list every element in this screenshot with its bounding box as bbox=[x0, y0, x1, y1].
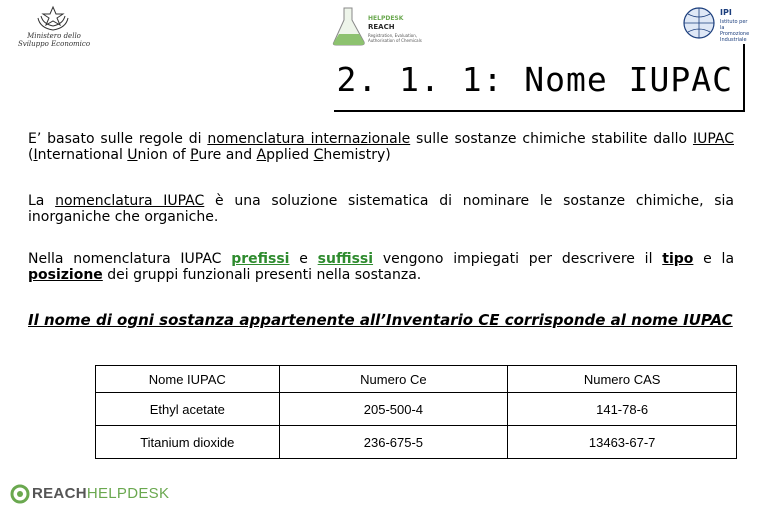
keyword-tipo: tipo bbox=[662, 251, 694, 267]
table-header: Numero CAS bbox=[508, 366, 737, 393]
table-cell: 141-78-6 bbox=[508, 393, 737, 426]
table-row bbox=[96, 426, 737, 459]
table-cell: Ethyl acetate bbox=[96, 393, 280, 426]
ministero-logo bbox=[14, 4, 94, 50]
table-header: Nome IUPAC bbox=[96, 366, 280, 393]
keyword-posizione: posizione bbox=[28, 267, 103, 283]
paragraph-iupac-basis: E’ basato sulle regole di nomenclatura internazionale sulle sostanze chimiche stabilite dallo IUPAC (International Union of Pure and Applied Chemistry) bbox=[28, 131, 734, 163]
ipi-logo: IPI Istituto per la Promozione Industriale bbox=[682, 4, 748, 46]
helpdesk-reach-logo: HELPDESK REACH Registration, Evaluation, Authorisation of Chemicals bbox=[330, 4, 450, 48]
keyword-nomenclatura-iupac: nomenclatura IUPAC bbox=[55, 193, 205, 209]
paragraph-prefissi-suffissi: Nella nomenclatura IUPAC prefissi e suffissi vengono impiegati per descrivere il tipo e la posizione dei gruppi funzionali presenti nella sostanza. bbox=[28, 251, 735, 283]
table-cell: Titanium dioxide bbox=[96, 426, 280, 459]
iupac-table bbox=[95, 365, 737, 459]
reach-circle-icon bbox=[10, 484, 30, 504]
table-header: Numero Ce bbox=[279, 366, 508, 393]
table-cell: 13463-67-7 bbox=[508, 426, 737, 459]
paragraph-inventario-ce: Il nome di ogni sostanza appartenente all’Inventario CE corrisponde al nome IUPAC bbox=[28, 311, 733, 329]
keyword-prefissi: prefissi bbox=[231, 251, 290, 267]
globe-icon bbox=[682, 6, 716, 40]
keyword-suffissi: suffissi bbox=[317, 251, 374, 267]
emblem-icon bbox=[34, 4, 72, 32]
flask-icon bbox=[330, 4, 370, 48]
table-header-row bbox=[96, 366, 737, 393]
table-cell: 205-500-4 bbox=[279, 393, 508, 426]
keyword-iupac: IUPAC bbox=[692, 131, 734, 147]
ministero-text: Ministero dello Sviluppo Economico bbox=[17, 32, 91, 48]
page-title: 2. 1. 1: Nome IUPAC bbox=[336, 60, 733, 99]
table-row bbox=[96, 393, 737, 426]
paragraph-iupac-systematic: La nomenclatura IUPAC è una soluzione sistematica di nominare le sostanze chimiche, sia inorganiche che organiche. bbox=[28, 193, 734, 225]
keyword-nomenclatura-internazionale: nomenclatura internazionale bbox=[207, 131, 411, 147]
table-cell: 236-675-5 bbox=[279, 426, 508, 459]
title-box bbox=[334, 44, 745, 112]
